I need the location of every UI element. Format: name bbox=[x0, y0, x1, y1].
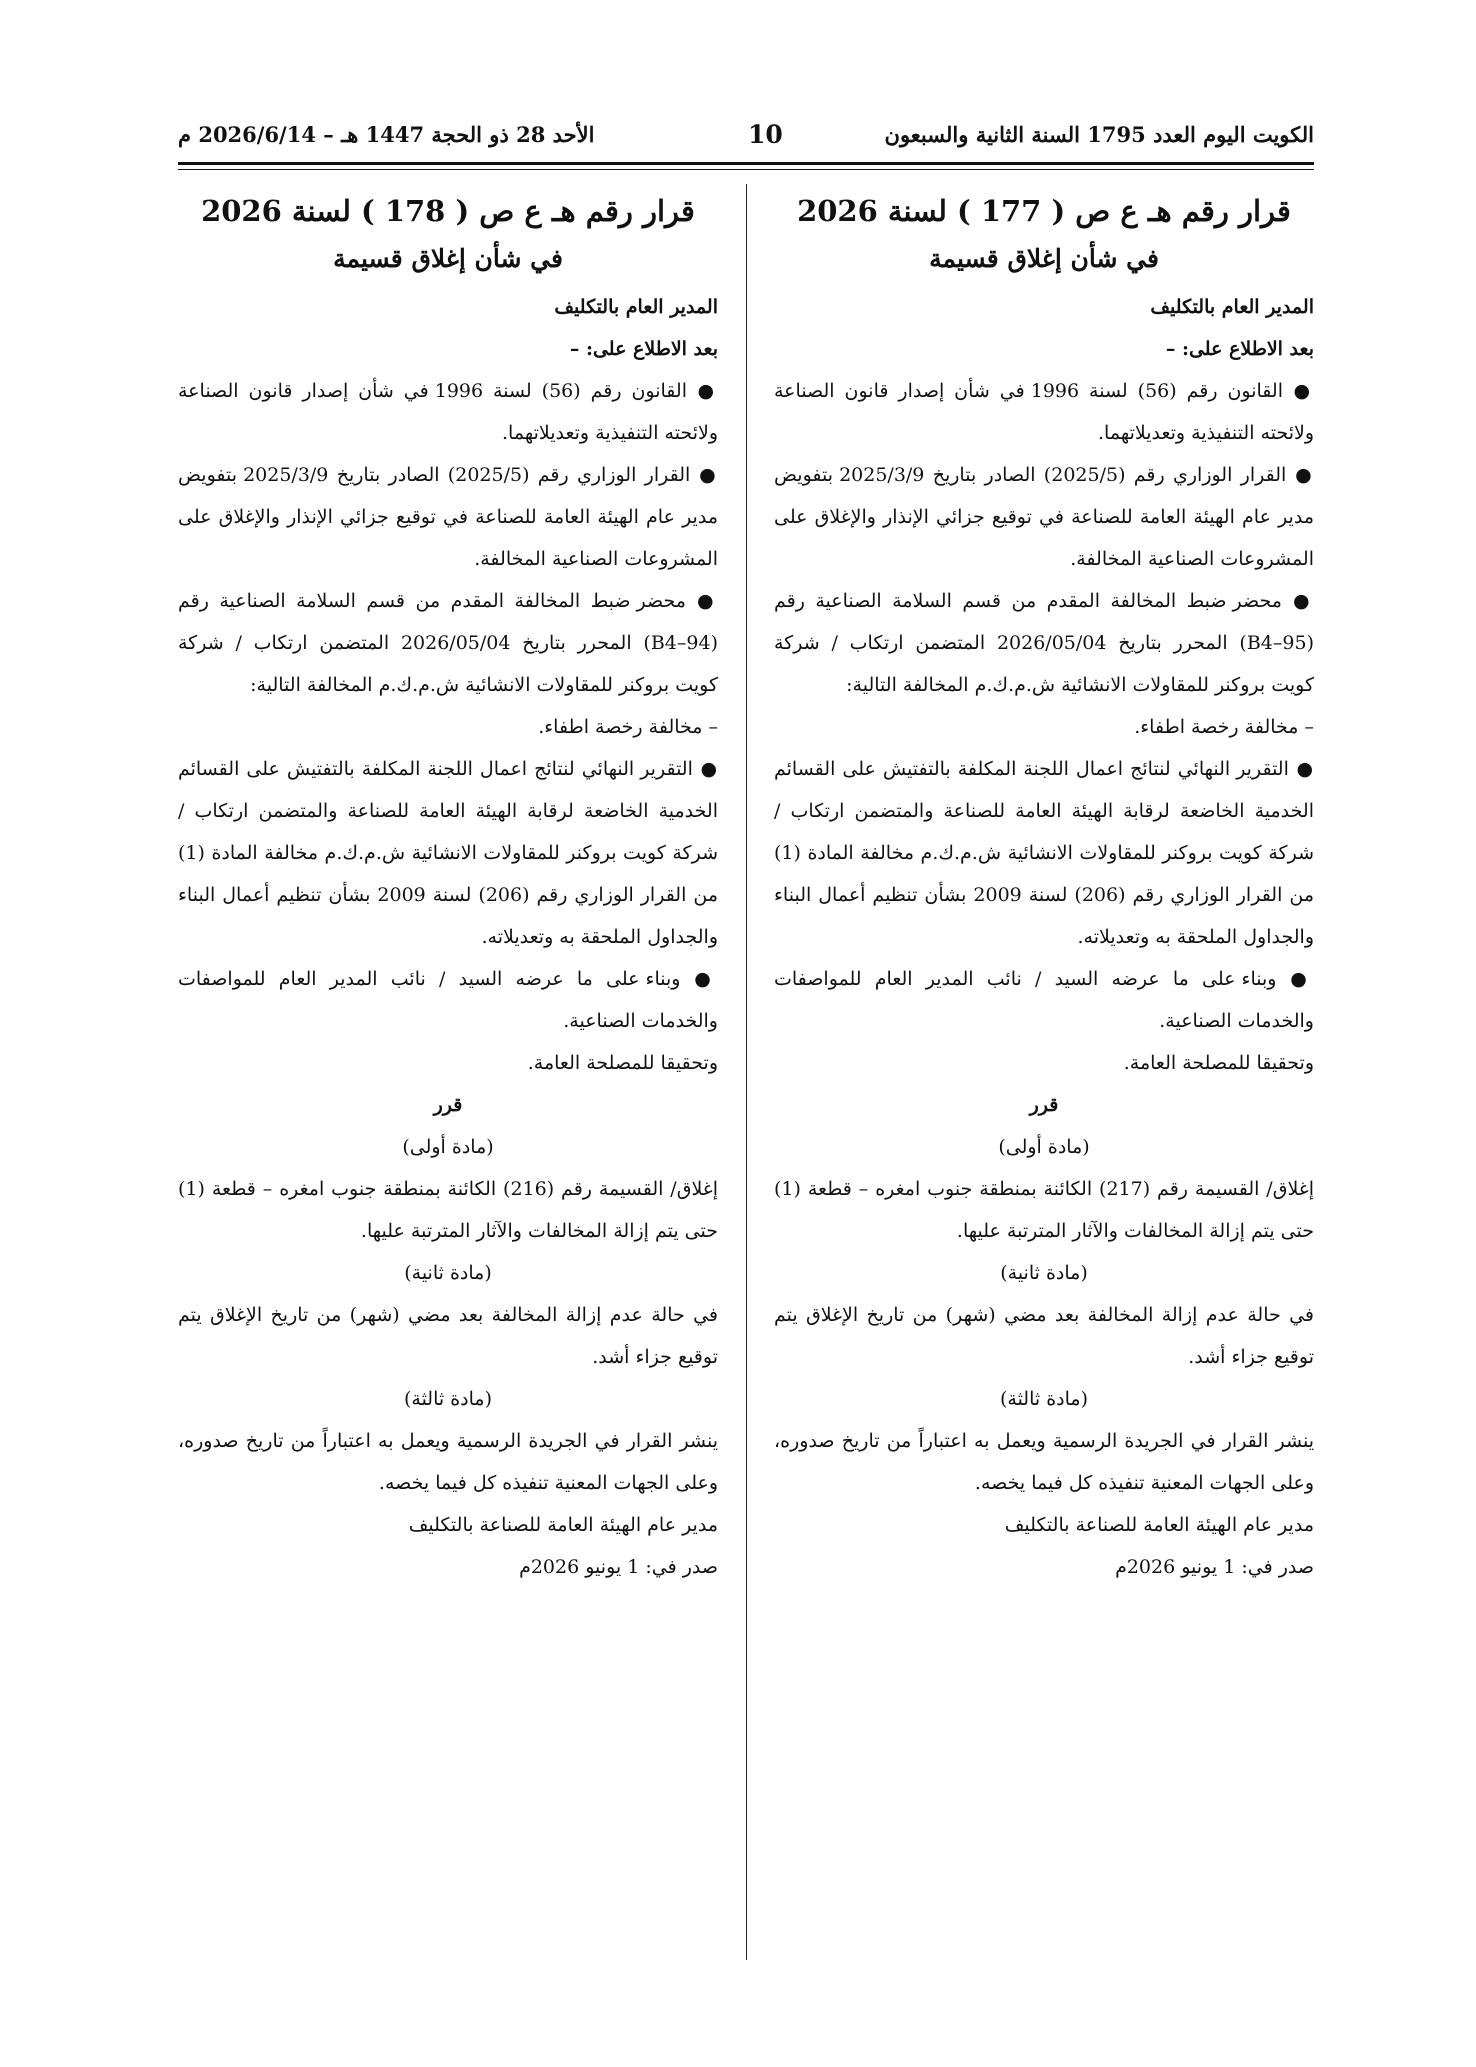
signature-line: مدير عام الهيئة العامة للصناعة بالتكليف bbox=[1004, 1514, 1314, 1536]
signature-line: مدير عام الهيئة العامة للصناعة بالتكليف bbox=[408, 1514, 718, 1536]
decision-178-column bbox=[178, 186, 718, 1588]
article1-text: إغلاق/ القسيمة رقم (217) الكائنة بمنطقة جنوب امغره – قطعة (1) حتى يتم إزالة المخالفات والآثار المترتبة عليها. bbox=[774, 1178, 1315, 1242]
article3-title: (مادة ثالثة) bbox=[999, 1388, 1089, 1410]
header-date: الأحد 28 ذو الحجة 1447 هـ – 2026/6/14 م bbox=[178, 122, 595, 147]
bullet-proposal: ● وبناء على ما عرضه السيد / نائب المدير العام للمواصفات والخدمات الصناعية. bbox=[178, 968, 718, 1032]
bullet-proposal-text: وبناء على ما عرضه السيد / نائب المدير العام للمواصفات والخدمات الصناعية. bbox=[178, 968, 718, 1032]
issue-date: صدر في: 1 يونيو 2026م bbox=[519, 1556, 718, 1578]
page-number: 10 bbox=[748, 120, 783, 149]
issue-date: صدر في: 1 يونيو 2026م bbox=[1115, 1556, 1314, 1578]
article2-title: (مادة ثانية) bbox=[404, 1262, 492, 1284]
bullet-law: ● القانون رقم (56) لسنة 1996 في شأن إصدار قانون الصناعة ولائحته التنفيذية وتعديلاتهما. bbox=[774, 380, 1314, 444]
violation-item: – مخالفة رخصة اطفاء. bbox=[538, 716, 718, 738]
decision-177-column bbox=[774, 186, 1314, 1588]
bullet-ministerial-decision: ● القرار الوزاري رقم (2025/5) الصادر بتاريخ 2025/3/9 بتفويض مدير عام الهيئة العامة للصناعة في توقيع جزائي الإنذار والإغلاق على المشروعات الصناعية المخالفة. bbox=[178, 464, 719, 570]
decision-title: قرار رقم هـ ع ص ( 178 ) لسنة 2026 bbox=[201, 194, 695, 228]
header-rule-thin bbox=[178, 169, 1314, 170]
bullet-ministerial-decision-text: القرار الوزاري رقم (2025/5) الصادر بتاريخ 2025/3/9 بتفويض مدير عام الهيئة العامة للصناعة في توقيع جزائي الإنذار والإغلاق على المشروعات الصناعية المخالفة. bbox=[178, 464, 718, 570]
article1-title: (مادة أولى) bbox=[998, 1136, 1090, 1158]
after-review-line: بعد الاطلاع على: – bbox=[569, 338, 718, 360]
decision-issuer: المدير العام بالتكليف bbox=[554, 296, 718, 318]
article2-text: في حالة عدم إزالة المخالفة بعد مضي (شهر) من تاريخ الإغلاق يتم توقيع جزاء أشد. bbox=[774, 1304, 1314, 1368]
public-interest-line: وتحقيقا للمصلحة العامة. bbox=[527, 1052, 718, 1074]
article2-text: في حالة عدم إزالة المخالفة بعد مضي (شهر) من تاريخ الإغلاق يتم توقيع جزاء أشد. bbox=[178, 1304, 718, 1368]
bullet-law-text: القانون رقم (56) لسنة 1996 في شأن إصدار قانون الصناعة ولائحته التنفيذية وتعديلاتهما. bbox=[774, 380, 1314, 444]
bullet-ministerial-decision: ● القرار الوزاري رقم (2025/5) الصادر بتاريخ 2025/3/9 بتفويض مدير عام الهيئة العامة للصناعة في توقيع جزائي الإنذار والإغلاق على المشروعات الصناعية المخالفة. bbox=[774, 464, 1315, 570]
violation-item: – مخالفة رخصة اطفاء. bbox=[1134, 716, 1314, 738]
decided-heading: قرر bbox=[1029, 1094, 1059, 1116]
bullet-law-text: القانون رقم (56) لسنة 1996 في شأن إصدار قانون الصناعة ولائحته التنفيذية وتعديلاتهما. bbox=[178, 380, 718, 444]
bullet-proposal-text: وبناء على ما عرضه السيد / نائب المدير العام للمواصفات والخدمات الصناعية. bbox=[774, 968, 1314, 1032]
decision-subtitle: في شأن إغلاق قسيمة bbox=[929, 244, 1159, 273]
bullet-final-report-text: التقرير النهائي لنتائج اعمال اللجنة المكلفة بالتفتيش على القسائم الخدمية الخاضعة لرقابة الهيئة العامة للصناعة والمتضمن ارتكاب / شركة كويت بروكنر للمقاولات الانشائية ش.م.ك.م مخالفة المادة (1) من القرار الوزاري رقم (206) لسنة 2009 بشأن تنظيم أعمال البناء والجداول الملحقة به وتعديلاته. bbox=[774, 758, 1314, 948]
column-divider bbox=[746, 184, 747, 1960]
article1-title: (مادة أولى) bbox=[402, 1136, 494, 1158]
after-review-line: بعد الاطلاع على: – bbox=[1165, 338, 1314, 360]
bullet-law: ● القانون رقم (56) لسنة 1996 في شأن إصدار قانون الصناعة ولائحته التنفيذية وتعديلاتهما. bbox=[178, 380, 718, 444]
decision-issuer: المدير العام بالتكليف bbox=[1150, 296, 1314, 318]
decision-title: قرار رقم هـ ع ص ( 177 ) لسنة 2026 bbox=[797, 194, 1291, 228]
bullet-violation-record-text: محضر ضبط المخالفة المقدم من قسم السلامة الصناعية رقم (B4–95) المحرر بتاريخ 2026/05/04 المتضمن ارتكاب / شركة كويت بروكنر للمقاولات الانشائية ش.م.ك.م المخالفة التالية: bbox=[774, 590, 1314, 696]
bullet-violation-record-text: محضر ضبط المخالفة المقدم من قسم السلامة الصناعية رقم (B4–94) المحرر بتاريخ 2026/05/04 المتضمن ارتكاب / شركة كويت بروكنر للمقاولات الانشائية ش.م.ك.م المخالفة التالية: bbox=[178, 590, 718, 696]
bullet-final-report-text: التقرير النهائي لنتائج اعمال اللجنة المكلفة بالتفتيش على القسائم الخدمية الخاضعة لرقابة الهيئة العامة للصناعة والمتضمن ارتكاب / شركة كويت بروكنر للمقاولات الانشائية ش.م.ك.م مخالفة المادة (1) من القرار الوزاري رقم (206) لسنة 2009 بشأن تنظيم أعمال البناء والجداول الملحقة به وتعديلاته. bbox=[178, 758, 718, 948]
article1-text: إغلاق/ القسيمة رقم (216) الكائنة بمنطقة جنوب امغره – قطعة (1) حتى يتم إزالة المخالفات والآثار المترتبة عليها. bbox=[178, 1178, 719, 1242]
bullet-ministerial-decision-text: القرار الوزاري رقم (2025/5) الصادر بتاريخ 2025/3/9 بتفويض مدير عام الهيئة العامة للصناعة في توقيع جزائي الإنذار والإغلاق على المشروعات الصناعية المخالفة. bbox=[774, 464, 1314, 570]
article3-text: ينشر القرار في الجريدة الرسمية ويعمل به اعتباراً من تاريخ صدوره، وعلى الجهات المعنية تنفيذه كل فيما يخصه. bbox=[178, 1430, 718, 1494]
bullet-violation-record: ● محضر ضبط المخالفة المقدم من قسم السلامة الصناعية رقم (B4–94) المحرر بتاريخ 2026/05/04 المتضمن ارتكاب / شركة كويت بروكنر للمقاولات الانشائية ش.م.ك.م المخالفة التالية: bbox=[178, 590, 718, 696]
decision-subtitle: في شأن إغلاق قسيمة bbox=[333, 244, 563, 273]
article2-title: (مادة ثانية) bbox=[1000, 1262, 1088, 1284]
public-interest-line: وتحقيقا للمصلحة العامة. bbox=[1123, 1052, 1314, 1074]
decided-heading: قرر bbox=[433, 1094, 463, 1116]
bullet-proposal: ● وبناء على ما عرضه السيد / نائب المدير العام للمواصفات والخدمات الصناعية. bbox=[774, 968, 1314, 1032]
article3-text: ينشر القرار في الجريدة الرسمية ويعمل به اعتباراً من تاريخ صدوره، وعلى الجهات المعنية تنفيذه كل فيما يخصه. bbox=[774, 1430, 1314, 1494]
header-publication: الكويت اليوم العدد 1795 السنة الثانية والسبعون bbox=[884, 122, 1314, 147]
header-rule-thick bbox=[178, 162, 1314, 165]
bullet-final-report: ● التقرير النهائي لنتائج اعمال اللجنة المكلفة بالتفتيش على القسائم الخدمية الخاضعة لرقابة الهيئة العامة للصناعة والمتضمن ارتكاب / شركة كويت بروكنر للمقاولات الانشائية ش.م.ك.م مخالفة المادة (1) من القرار الوزاري رقم (206) لسنة 2009 بشأن تنظيم أعمال البناء والجداول الملحقة به وتعديلاته. bbox=[178, 758, 718, 948]
bullet-final-report: ● التقرير النهائي لنتائج اعمال اللجنة المكلفة بالتفتيش على القسائم الخدمية الخاضعة لرقابة الهيئة العامة للصناعة والمتضمن ارتكاب / شركة كويت بروكنر للمقاولات الانشائية ش.م.ك.م مخالفة المادة (1) من القرار الوزاري رقم (206) لسنة 2009 بشأن تنظيم أعمال البناء والجداول الملحقة به وتعديلاته. bbox=[774, 758, 1314, 948]
page-header bbox=[178, 122, 1314, 158]
article3-title: (مادة ثالثة) bbox=[403, 1388, 493, 1410]
bullet-violation-record: ● محضر ضبط المخالفة المقدم من قسم السلامة الصناعية رقم (B4–95) المحرر بتاريخ 2026/05/04 المتضمن ارتكاب / شركة كويت بروكنر للمقاولات الانشائية ش.م.ك.م المخالفة التالية: bbox=[774, 590, 1314, 696]
